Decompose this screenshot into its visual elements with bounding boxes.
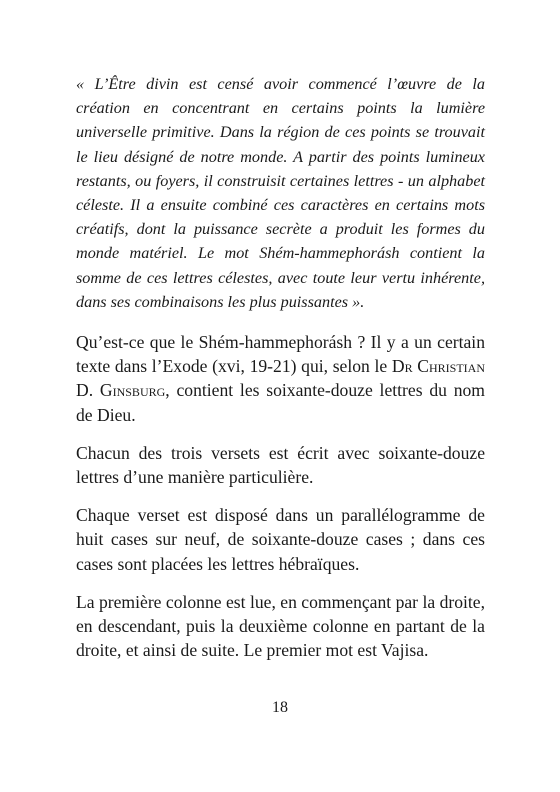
paragraph-shem-hammephorash (76, 330, 485, 427)
paragraph-reading-order: La première colonne est lue, en commençant par la droite, en descendant, puis la deuxième colonne en partant de la droite, et ainsi de suite. Le premier mot est Vajisa. (76, 591, 485, 661)
author-name: Dr Christian D. Ginsburg (76, 356, 486, 401)
paragraph-parallelogram: Chaque verset est disposé dans un parallélogramme de huit cases sur neuf, de soixante-douze cases ; dans ces cases sont placées les lettres hébraïques. (76, 505, 485, 574)
page-number: 18 (272, 699, 288, 716)
paragraph-text-start: Qu’est-ce que le Shém-hammephorásh ? Il y a un certain texte dans l’Exode (xvi, 19-21) qui, selon le (76, 332, 485, 377)
paragraph-text-end: , contient les soixante-douze lettres du nom de Dieu. (76, 380, 485, 425)
paragraph-verses: Chacun des trois versets est écrit avec soixante-douze lettres d’une manière particulière. (76, 442, 485, 488)
quotation-paragraph: « L’Être divin est censé avoir commencé l’œuvre de la création en concentrant en certains points la lumière universelle primitive. Dans la région de ces points se trouvait le lieu désigné de notre monde. A partir des points lumineux restants, ou foyers, il construisit certaines lettres - un alphabet céleste. Il a ensuite combiné ces caractères en certains mots créatifs, dont la puissance secrète a produit les formes du monde matériel. Le mot Shém-hammephorásh contient la somme de ces lettres célestes, avec toute leur vertu inhérente, dans ses combinaisons les plus puissantes ». (76, 75, 485, 311)
page-body (76, 72, 485, 676)
